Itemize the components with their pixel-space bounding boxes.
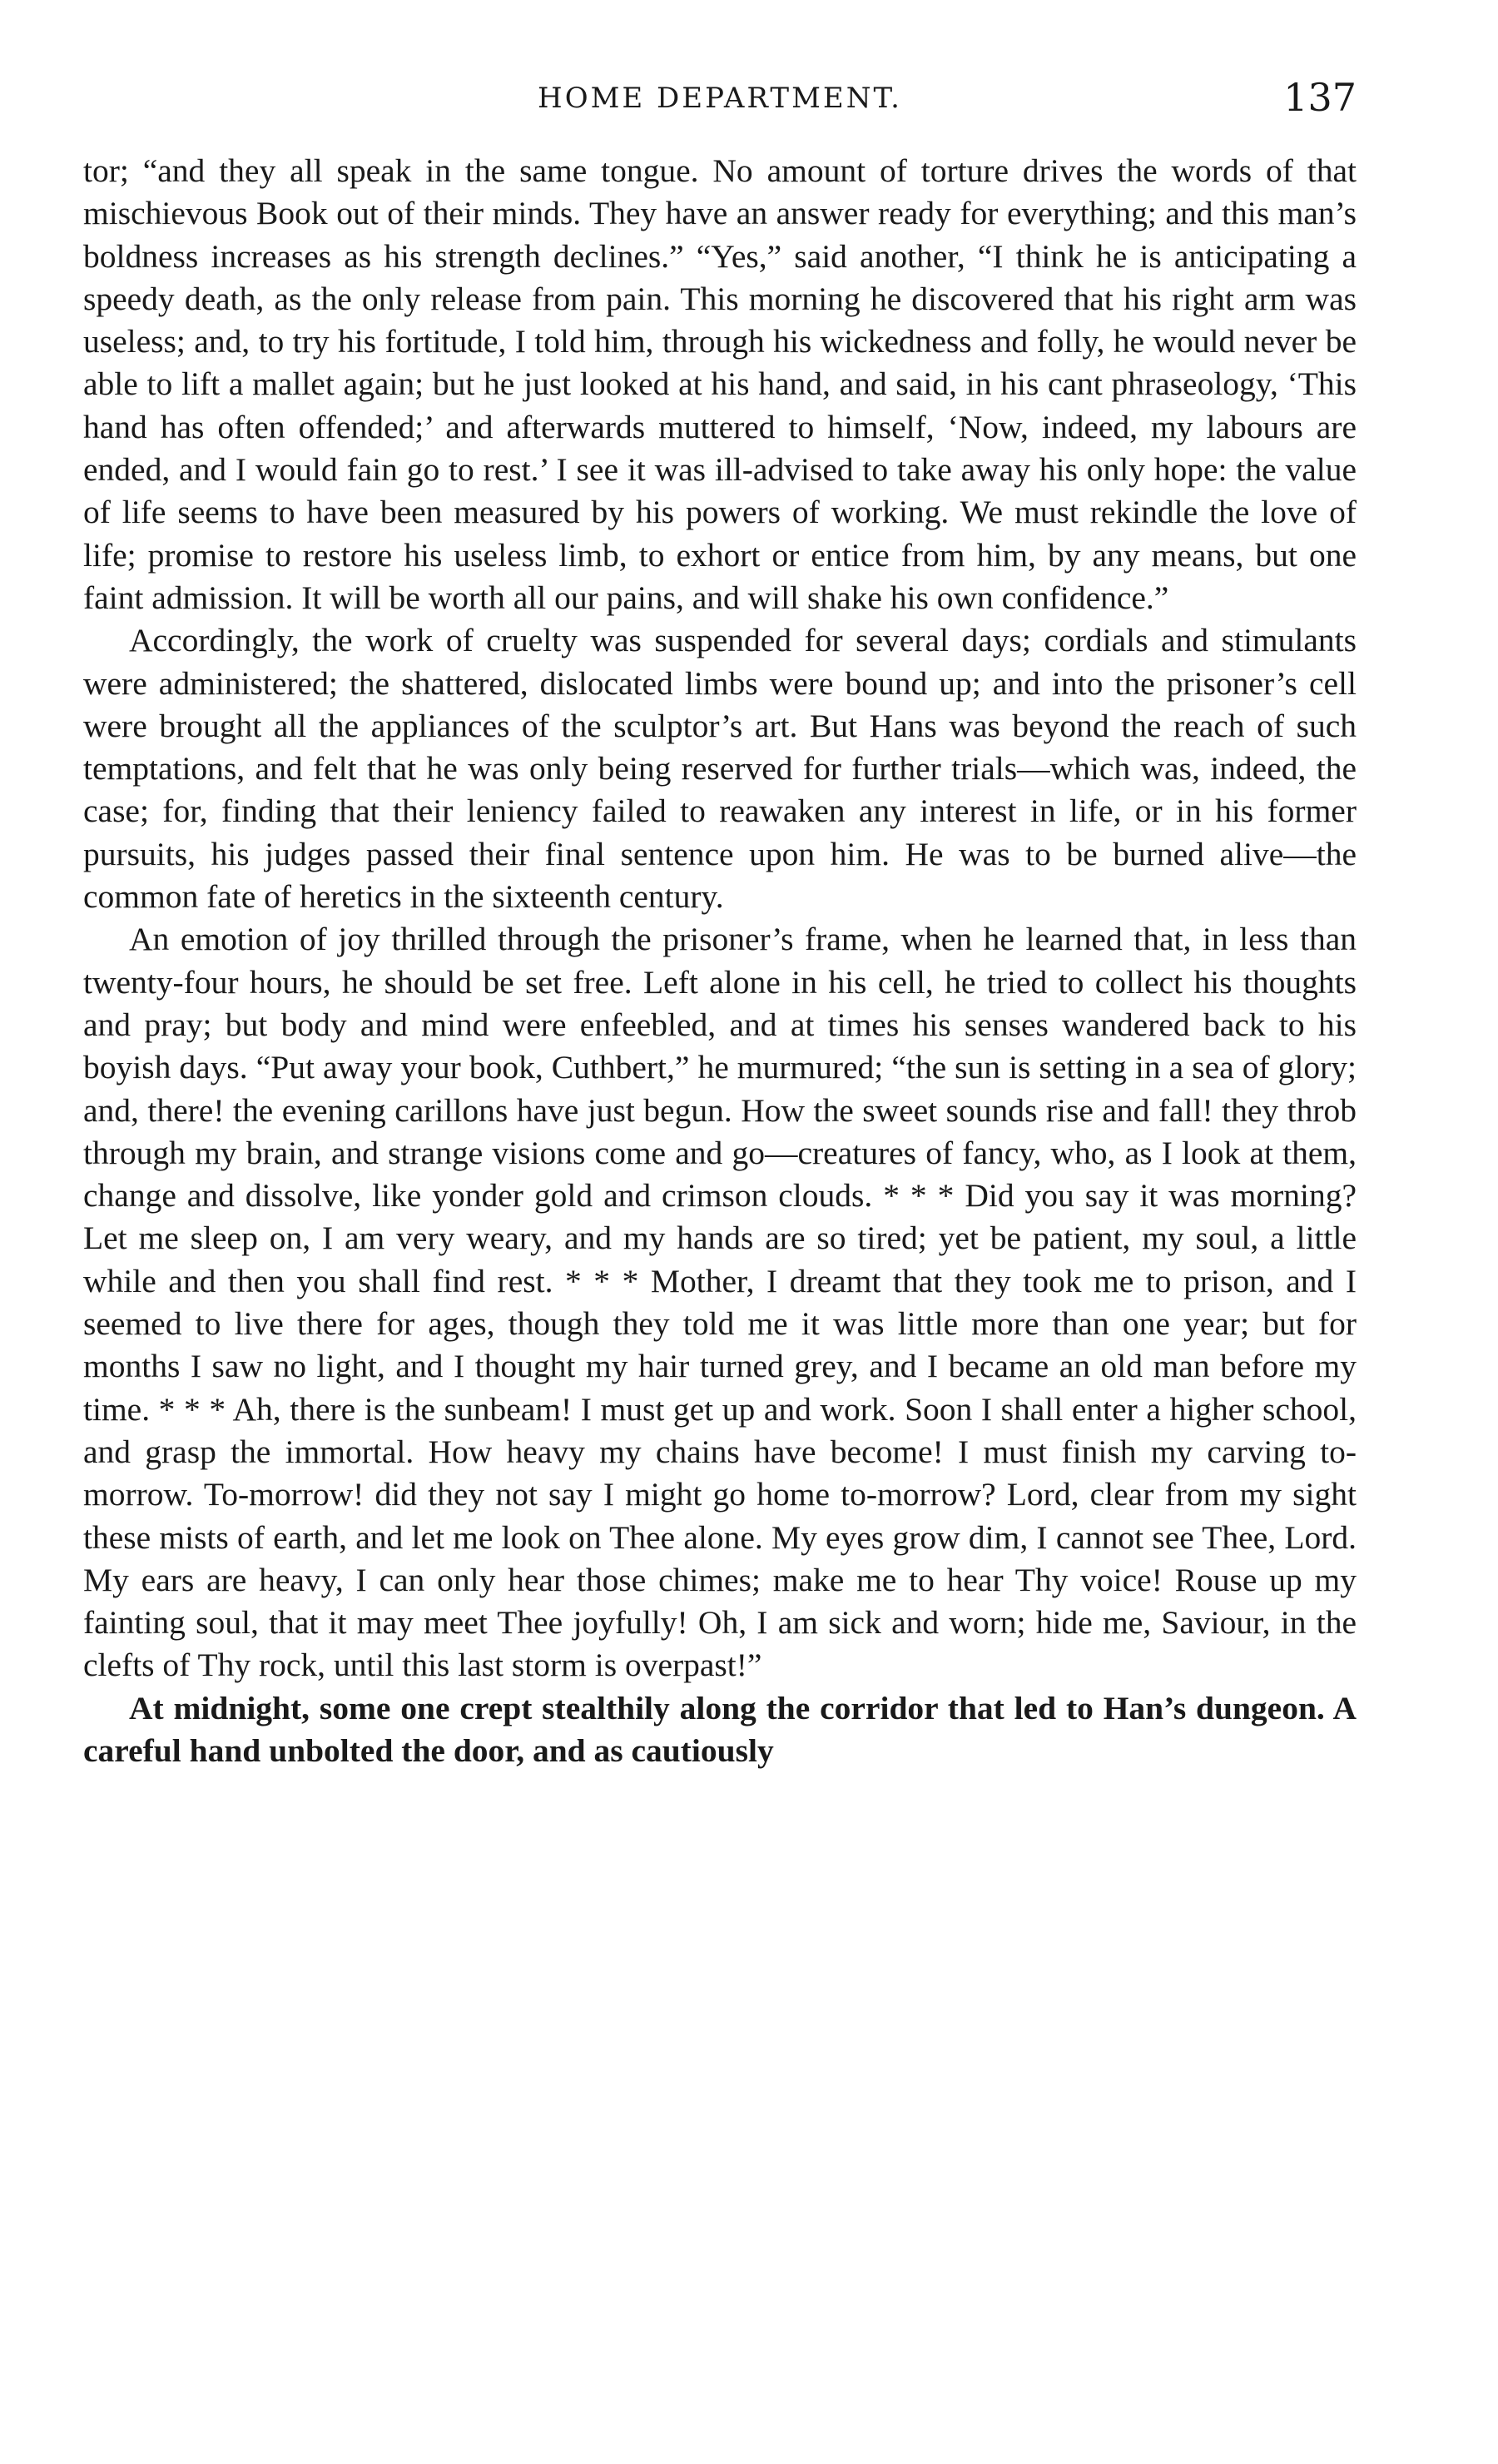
paragraph-1: tor; “and they all speak in the same tongue. No amount of torture drives the words of that mischievous Book out of their minds. They have an answer ready for everything; and this man’s boldness increases as his strength declines.” “Yes,” said another, “I think he is anticipating a speedy death, as the only release from pain. This morning he discovered that his right arm was useless; and, to try his fortitude, I told him, through his wickedness and folly, he would never be able to lift a mallet again; but he just looked at his hand, and said, in his cant phraseology, ‘This hand has often offended;’ and afterwards muttered to himself, ‘Now, indeed, my labours are ended, and I would fain go to rest.’ I see it was ill-advised to take away his only hope: the value of life seems to have been measured by his powers of working. We must rekindle the love of life; promise to restore his useless limb, to exhort or entice from him, by any means, but one faint admission. It will be worth all our pains, and will shake his own confidence.” xyxy=(83,152,1357,616)
running-head xyxy=(83,67,1357,142)
paragraph-2: Accordingly, the work of cruelty was suspended for several days; cordials and stimulants were administered; the shattered, dislocated limbs were bound up; and into the prisoner’s cell were brought all the appliances of the sculptor’s art. But Hans was beyond the reach of such temptations, and felt that he was only being reserved for further trials—which was, indeed, the case; for, finding that their leniency failed to reawaken any interest in life, or in his former pursuits, his judges passed their final sentence upon him. He was to be burned alive—the common fate of heretics in the sixteenth century. xyxy=(83,622,1357,916)
book-page xyxy=(83,67,1357,1772)
running-title: HOME DEPARTMENT. xyxy=(538,82,902,115)
paragraph-4: At midnight, some one crept stealthily along the corridor that led to Han’s dungeon. A careful hand unbolted the door, and as cautiously xyxy=(83,1689,1357,1769)
paragraph-3: An emotion of joy thrilled through the prisoner’s frame, when he learned that, in less than twenty-four hours, he should be set free. Left alone in his cell, he tried to collect his thoughts and pray; but body and mind were enfeebled, and at times his senses wandered back to his boyish days. “Put away your book, Cuthbert,” he murmured; “the sun is setting in a sea of glory; and, there! the evening carillons have just begun. How the sweet sounds rise and fall! they throb through my brain, and strange visions come and go—creatures of fancy, who, as I look at them, change and dissolve, like yonder gold and crimson clouds. * * * Did you say it was morning? Let me sleep on, I am very weary, and my hands are so tired; yet be patient, my soul, a little while and then you shall find rest. * * * Mother, I dreamt that they took me to prison, and I seemed to live there for ages, though they told me it was little more than one year; but for months I saw no light, and I thought my hair turned grey, and I became an old man before my time. * * * Ah, there is the sunbeam! I must get up and work. Soon I shall enter a higher school, and grasp the immortal. How heavy my chains have become! I must finish my carving to-morrow. To-morrow! did they not say I might go home to-morrow? Lord, clear from my sight these mists of earth, and let me look on Thee alone. My eyes grow dim, I cannot see Thee, Lord. My ears are heavy, I can only hear those chimes; make me to hear Thy voice! Rouse up my fainting soul, that it may meet Thee joyfully! Oh, I am sick and worn; hide me, Saviour, in the clefts of Thy rock, until this last storm is overpast!” xyxy=(83,921,1357,1684)
page-number: 137 xyxy=(1283,75,1357,120)
body-text xyxy=(83,150,1357,1772)
